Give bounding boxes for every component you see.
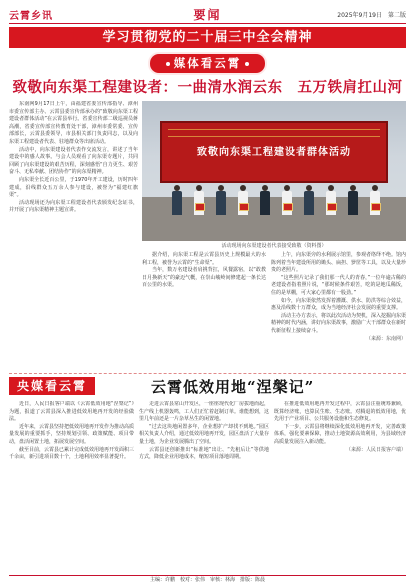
paragraph: “过去这块地闲置多年，企业想扩产却找不到地。”园区相关负责人介绍，通过低效用地再开发，园区盘活了大量存量土地，为企业发展腾出了空间。: [139, 423, 269, 445]
paragraph: 走进云霄县常山开发区，一座座现代化厂房拔地而起，生产线上机器轰鸣，工人们正忙着赶制订单。谁能想到，这里几年前还是一片杂草丛生的闲置地。: [139, 401, 269, 423]
upper-article: [9, 101, 406, 367]
theme-banner: 学习贯彻党的二十届三中全会精神: [9, 27, 406, 48]
paragraph: 如今，向东渠依然发挥着灌溉、供水、防洪等综合效益，惠及沿线数十万群众，成为当地经济社会发展的重要支撑。: [271, 297, 406, 312]
photo-caption: 活动现场向东渠建设者代表接受致敬（资料图）: [221, 243, 327, 249]
masthead: [9, 4, 406, 24]
paragraph: 向东渠全长近百公里，于1970年开工建设，历时四年建成，沿线群众五万余人参与建设，被誉为“福建红旗渠”。: [9, 176, 138, 199]
paragraph: 活动现场还为向东渠工程建设者代表颁发纪念证书，并开展了向东渠精神主题宣讲。: [9, 199, 138, 214]
paragraph: 在推进低效用地再开发过程中，云霄县注重统筹兼顾，既算经济账，也算民生账、生态账。对腾退的低效用地，优先用于产业项目、公共服务设施和生态修复。: [274, 401, 406, 423]
lower-article-header: [9, 373, 406, 397]
paragraph: 东南网9月17日上午，由福建省委宣传部指导、漳州市委宣传部主办、云霄县委宣传部承办的“致敬向东渠工程建设者群体活动”在云霄县举行。省委宣传部二级巡视员蒋高潮，省委宣传部宣传教育处干部，漳州市委常委、宣传部部长，云霄县委领导，市县相关部门负责同志，以及向东渠工程建设者代表、驻地群众等出席活动。: [9, 101, 138, 145]
article-source: （来源：东南网）: [365, 335, 406, 342]
section-tag-wrap: [9, 52, 406, 73]
section-name: 要闻: [193, 8, 222, 22]
paragraph: “这些照片记录了我们那一代人的青春，”一位年逾古稀的老建设者指着照片说，“那时候条件艰苦，吃的是地瓜稀饭，住的是草棚，可大家心里都有一股劲。”: [271, 274, 406, 296]
article-column-2: [142, 101, 266, 367]
lower-article-title: 云霄低效用地“涅槃记”: [151, 378, 315, 396]
lower-column-1: [9, 401, 134, 587]
lower-article: [9, 401, 406, 587]
paragraph: 当年，数万名建设者肩挑背扛，风餐露宿，以“敢教日月换新天”的豪迈气概，在崇山峻岭间修建起一条长达百公里的水渠。: [142, 267, 266, 289]
dot-icon: [166, 62, 170, 66]
section-tag-label: 媒体看云霄: [173, 56, 242, 70]
paragraph: 近年来，云霄县坚持把低效用地再开发作为推动高质量发展的重要抓手，坚持规划引领、政策赋能、项目带动，盘活闲置土地，拓展发展空间。: [9, 423, 134, 445]
paragraph: 下一步，云霄县将继续深化低效用地再开发，完善政策体系，强化要素保障，推动土地资源高效利用，为县域经济高质量发展注入新动能。: [274, 423, 406, 445]
paragraph: 活动中，向东渠建设者代表作交流发言，讲述了当年建设中的感人故事。与会人员观看了向东渠专题片，共同回顾了向东渠建设的艰苦历程，深刻感悟“自力更生、艰苦奋斗、无私奉献、团结协作”的向东渠精神。: [9, 146, 138, 176]
lower-section-tag: 央媒看云霄: [9, 377, 95, 395]
date-issue: 2025年9月19日 第二版: [337, 12, 406, 19]
section-tag: [150, 54, 266, 73]
column-2-text: [142, 252, 266, 290]
backdrop-text: 致敬向东渠工程建设者群体活动: [197, 147, 351, 158]
lower-column-3: [274, 401, 406, 587]
lower-column-2: [139, 401, 269, 587]
article-headline: 致敬向东渠工程建设者：一曲清水润云东 五万铁肩扛山河: [12, 79, 403, 96]
paper-name: 云霄乡讯: [9, 11, 53, 22]
paragraph: 上午，向东渠旁的水利展示馆里，参观者络绎不绝。馆内陈列着当年建设所用的锄头、扁担、箩筐等工具，以及大量珍贵的老照片。: [271, 252, 406, 274]
dot-icon: [245, 62, 249, 66]
page-footer: 主编：许鹏 校对：张伟 审核：林海 排版：陈晨: [9, 575, 406, 585]
paragraph: 据介绍，向东渠工程是云霄县历史上规模最大的水利工程，被誉为云霄的“生命渠”。: [142, 252, 266, 266]
paragraph: 截至目前，云霄县已累计完成低效用地再开发面积三千余亩，新引进项目数十个，土地利用效率显著提升。: [9, 446, 134, 461]
paragraph: 云霄县还创新推出“标准地”出让、“先租后让”等供地方式，降低企业用地成本，缩短项目落地周期。: [139, 446, 269, 461]
paragraph: 近日，人民日报客户端以《云霄低效用地“涅槃记”》为题，报道了云霄县深入推进低效用地再开发的经验做法。: [9, 401, 134, 423]
article-column-3: [271, 101, 406, 367]
paragraph: 活动主办方表示，将以此次活动为契机，深入挖掘向东渠精神的时代内涵，讲好向东渠故事，激励广大干部群众在新时代新征程上接续奋斗。: [271, 312, 406, 334]
article-column-1: [9, 101, 138, 367]
article-source: （来源：人民日报客户端）: [345, 446, 406, 453]
